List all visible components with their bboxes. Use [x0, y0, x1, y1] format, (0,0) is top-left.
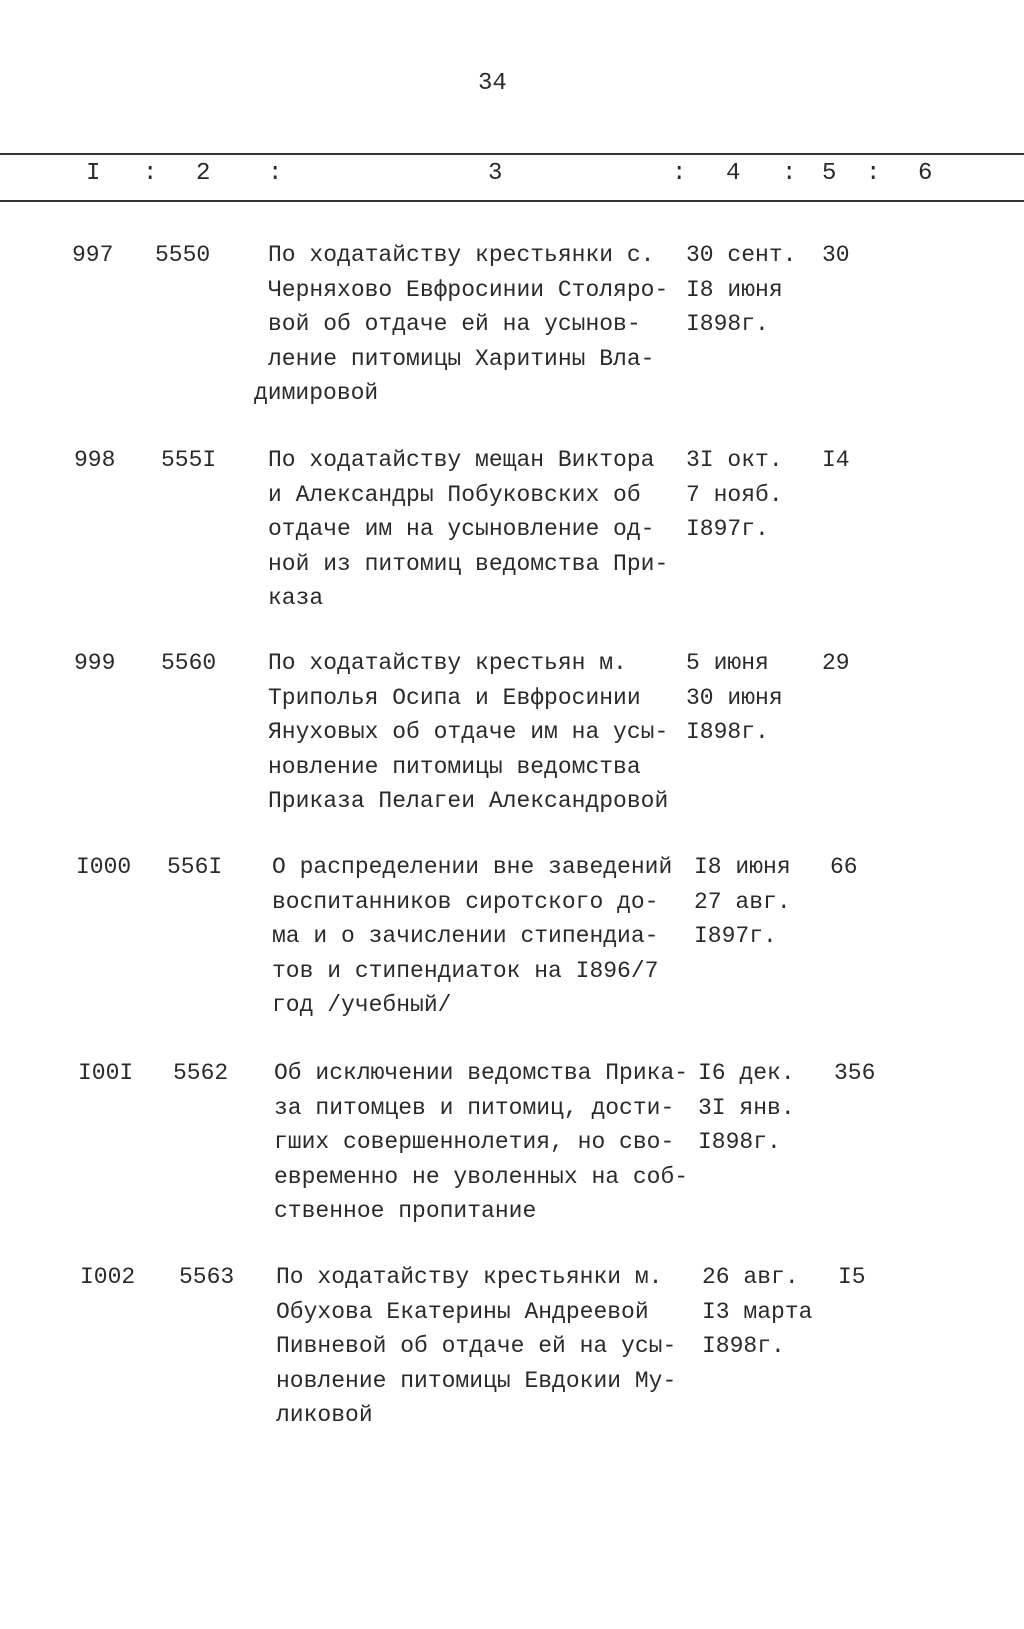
description-line: новление питомицы ведомства	[268, 753, 641, 780]
page-number: 34	[478, 70, 507, 97]
description-line: новление питомицы Евдокии Му-	[276, 1367, 677, 1394]
header-col-3: 3	[488, 160, 503, 187]
date-line: 26 авг.	[702, 1264, 799, 1290]
description-line: По ходатайству мещан Виктора	[268, 447, 655, 473]
description-line: Обухова Екатерины Андреевой	[276, 1298, 649, 1325]
header-separator: :	[143, 160, 158, 187]
description-line: тов и стипендиаток на I896/7	[272, 957, 659, 984]
description-line: вой об отдаче ей на усынов-	[268, 311, 641, 337]
sheet-count: 29	[822, 650, 850, 676]
entry-number: 998	[74, 447, 116, 473]
header-separator: :	[268, 160, 283, 187]
date-line: I8 июня	[694, 854, 791, 880]
date-line: I897г.	[694, 923, 777, 949]
date-line: I8 июня	[686, 276, 783, 303]
entry-dates	[686, 238, 796, 342]
file-number: 555I	[161, 447, 217, 473]
description-line: евременно не уволенных на соб-	[274, 1163, 689, 1190]
entry-description	[254, 238, 669, 411]
entry-description	[276, 1260, 676, 1433]
description-line: за питомцев и питомиц, дости-	[274, 1094, 675, 1121]
entry-number: I000	[76, 854, 132, 880]
description-line: Об исключении ведомства Прика-	[274, 1060, 689, 1086]
entry-number: I002	[80, 1264, 136, 1290]
header-col-6: 6	[918, 160, 933, 187]
description-line: ственное пропитание	[274, 1198, 537, 1224]
description-line: Януховых об отдаче им на усы-	[268, 719, 669, 745]
date-line: 3I янв.	[698, 1094, 795, 1121]
description-line: ление питомицы Харитины Вла-	[268, 345, 655, 372]
date-line: I898г.	[698, 1129, 781, 1155]
sheet-count: I5	[838, 1264, 866, 1290]
sheet-count: 30	[822, 242, 850, 268]
sheet-count: 356	[834, 1060, 876, 1086]
date-line: I3 марта	[702, 1298, 813, 1325]
date-line: 30 июня	[686, 684, 783, 711]
entry-dates	[698, 1056, 795, 1160]
description-line: По ходатайству крестьян м.	[268, 650, 627, 676]
header-separator: :	[866, 160, 881, 187]
date-line: I898г.	[686, 311, 769, 337]
date-line: 27 авг.	[694, 888, 791, 915]
date-line: 5 июня	[686, 650, 769, 676]
date-line: 7 нояб.	[686, 481, 783, 508]
file-number: 556I	[167, 854, 223, 880]
file-number: 5563	[179, 1264, 235, 1290]
entry-description	[272, 850, 672, 1023]
entry-description	[268, 443, 668, 616]
header-col-4: 4	[726, 160, 741, 187]
description-line: По ходатайству крестьянки с.	[268, 242, 655, 268]
header-separator: :	[672, 160, 687, 187]
description-line: О распределении вне заведений	[272, 854, 673, 880]
description-line: ной из питомиц ведомства При-	[268, 550, 669, 577]
file-number: 5562	[173, 1060, 229, 1086]
entry-dates	[686, 646, 783, 750]
description-line: Триполья Осипа и Евфросинии	[268, 684, 641, 711]
description-line: воспитанников сиротского до-	[272, 888, 659, 915]
description-line: гших совершеннолетия, но сво-	[274, 1129, 675, 1155]
date-line: I898г.	[702, 1333, 785, 1359]
file-number: 5560	[161, 650, 217, 676]
entry-dates	[702, 1260, 812, 1364]
entry-number: 997	[72, 242, 114, 268]
sheet-count: I4	[822, 447, 850, 473]
description-line: каза	[268, 585, 324, 611]
description-line: Пивневой об отдаче ей на усы-	[276, 1333, 677, 1359]
date-line: 3I окт.	[686, 447, 783, 473]
date-line: I6 дек.	[698, 1060, 795, 1086]
entry-dates	[694, 850, 791, 954]
description-line: год /учебный/	[272, 992, 452, 1018]
entry-description	[274, 1056, 688, 1229]
header-separator: :	[782, 160, 797, 187]
entry-dates	[686, 443, 783, 547]
table-top-rule	[0, 153, 1024, 155]
entry-description	[268, 646, 668, 819]
date-line: I897г.	[686, 516, 769, 542]
sheet-count: 66	[830, 854, 858, 880]
header-col-1: I	[86, 160, 101, 187]
file-number: 5550	[155, 242, 211, 268]
date-line: 30 сент.	[686, 242, 797, 268]
description-line: димировой	[254, 380, 379, 406]
description-line: Черняхово Евфросинии Столяро-	[268, 276, 669, 303]
description-line: ликовой	[276, 1402, 373, 1428]
entry-number: I00I	[78, 1060, 134, 1086]
entry-number: 999	[74, 650, 116, 676]
description-line: ма и о зачислении стипендиа-	[272, 923, 659, 949]
header-col-2: 2	[196, 160, 211, 187]
description-line: Приказа Пелагеи Александровой	[268, 788, 669, 814]
date-line: I898г.	[686, 719, 769, 745]
description-line: и Александры Побуковских об	[268, 481, 641, 508]
description-line: отдаче им на усыновление од-	[268, 516, 655, 542]
description-line: По ходатайству крестьянки м.	[276, 1264, 663, 1290]
table-header-rule	[0, 200, 1024, 202]
header-col-5: 5	[822, 160, 837, 187]
